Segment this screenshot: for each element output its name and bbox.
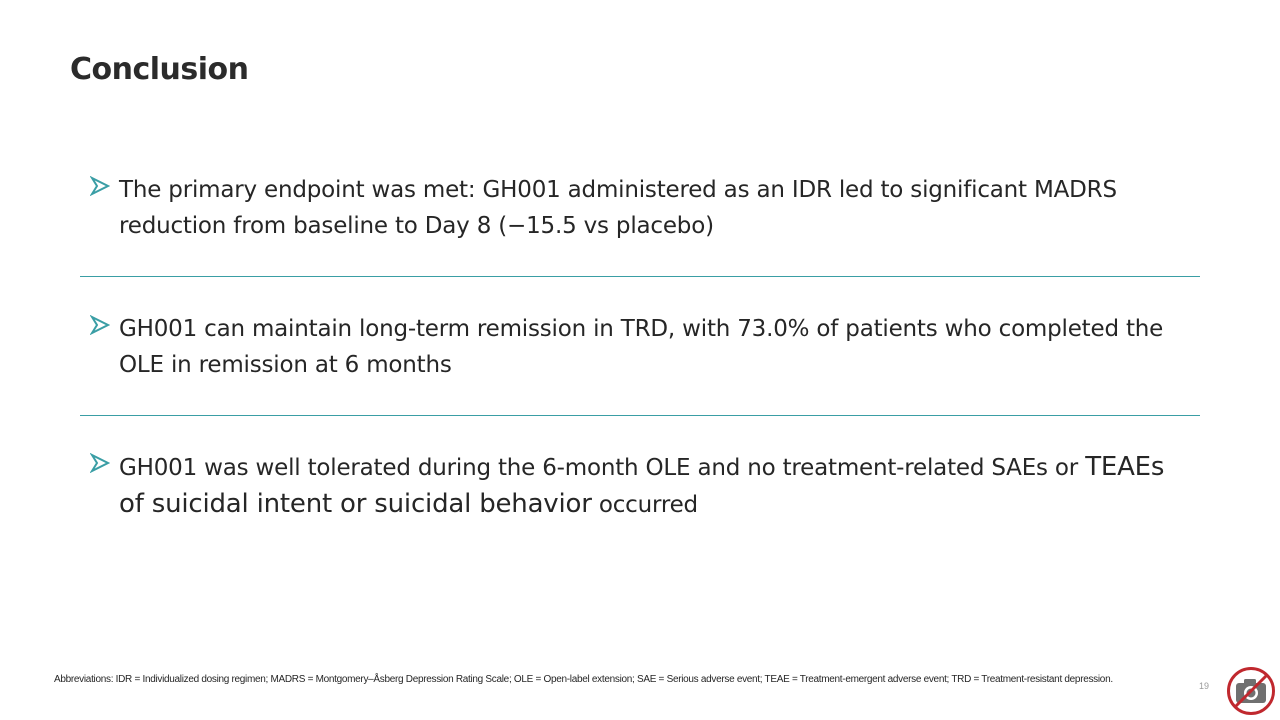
- abbreviations-footnote: Abbreviations: IDR = Individualized dosing regimen; MADRS = Montgomery–Åsberg Depression Rating Scale; OLE = Open-label extension; SAE = Serious adverse event; TEAE = Treatment-emergent adverse event; TRD = Treatment-resistant depression.: [54, 674, 1113, 685]
- bullet-text-2: GH001 can maintain long-term remission in TRD, with 73.0% of patients who completed the OLE in remission at 6 months: [119, 316, 1164, 378]
- arrow-bullet-icon: [90, 176, 119, 201]
- bullet-text-3-part-2: TEAEs of suicidal intent or suicidal behavior: [119, 452, 1165, 519]
- bullet-text-3-part-3: occurred: [591, 492, 698, 518]
- divider-1: [80, 276, 1200, 277]
- arrow-bullet-icon: [90, 315, 119, 340]
- no-camera-icon: [1226, 666, 1276, 716]
- bullet-item-3: [90, 449, 1180, 523]
- bullet-item-1: [90, 172, 1180, 244]
- bullet-text-3-part-1: GH001 was well tolerated during the 6-month OLE and no treatment-related SAEs or: [119, 455, 1086, 481]
- page-number: 19: [1199, 681, 1210, 691]
- slide-title: Conclusion: [70, 52, 249, 87]
- bullet-item-2: [90, 311, 1180, 383]
- bullet-text-3: [119, 449, 1180, 523]
- divider-2: [80, 415, 1200, 416]
- bullet-text-1: The primary endpoint was met: GH001 administered as an IDR led to significant MADRS reduction from baseline to Day 8 (−15.5 vs placebo): [119, 177, 1117, 239]
- arrow-bullet-icon: [90, 453, 119, 478]
